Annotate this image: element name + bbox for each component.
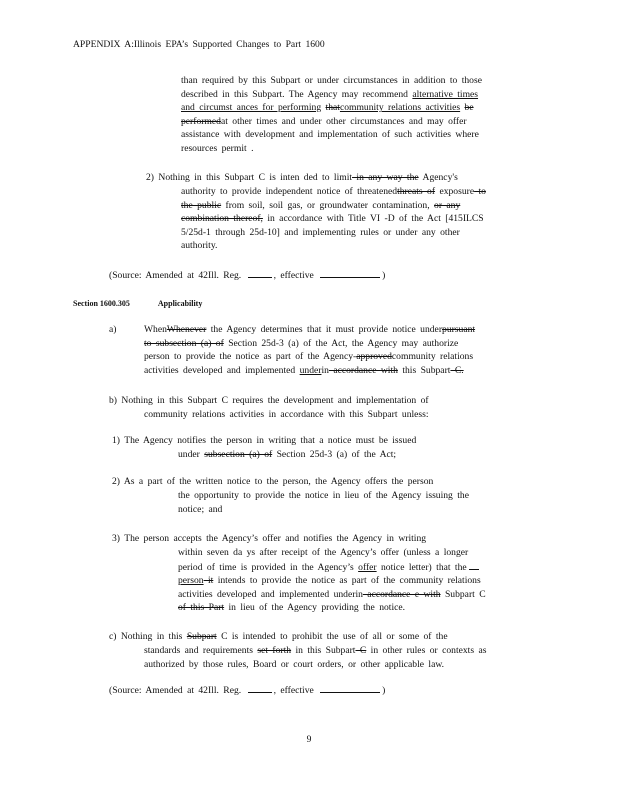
text-span: in lieu of the Agency providing the notice.: [224, 602, 406, 614]
continuation-paragraph: [181, 74, 531, 156]
text-span: Subpart C is inten ded to limit: [224, 172, 353, 183]
text-span: activities developed and implemented under: [178, 588, 356, 600]
text-line: 2) As a part of the written notice to the person, the Agency offers the person: [112, 476, 434, 487]
text-line: [144, 644, 486, 658]
text-span: Agency's: [418, 172, 458, 183]
text-line: b) Nothing in this Subpart C requires the development and implementation of: [109, 395, 429, 406]
text-span: exposure: [435, 186, 475, 197]
text-line: [178, 601, 538, 615]
header-title: APPENDIX A:Illinois EPA’s Supported Changes to Part 1600: [73, 39, 325, 50]
text-line: 1) The Agency notifies the person in writing that a notice must be issued: [112, 435, 417, 446]
item-b3-first-line: [112, 532, 426, 546]
text-span: standards and requirements: [144, 645, 253, 656]
item-b1-body: [178, 448, 396, 462]
text-line: [144, 337, 534, 351]
inserted-text: under: [299, 364, 322, 376]
close-paren: ): [382, 685, 386, 696]
text-span: 2) Nothing in this: [146, 172, 220, 183]
text-line: resources permit .: [181, 142, 254, 154]
text-span: intends to provide the notice as part of the community relations: [213, 575, 481, 587]
item-2-body: [181, 185, 541, 253]
source-note-2: [109, 683, 385, 698]
text-line: [178, 560, 538, 575]
blank-line: [248, 683, 272, 693]
text-span: authority to provide independent notice of threatened: [181, 186, 398, 197]
close-paren: ): [382, 270, 386, 281]
para-a-label: [109, 323, 116, 337]
text-span: in: [321, 364, 329, 376]
text-line: [181, 115, 531, 129]
text-span: c) Nothing in this: [109, 631, 183, 642]
text-line: notice; and: [178, 503, 223, 515]
section-label: Section 1600.305: [73, 299, 130, 308]
text-line: [144, 350, 534, 364]
text-line: [109, 268, 385, 283]
text-line: [178, 448, 396, 462]
section-title: Applicability: [157, 299, 203, 308]
blank-line: [320, 683, 380, 693]
item-2-first-line: [146, 171, 458, 185]
text-line: [178, 574, 538, 588]
inserted-text: offer: [358, 561, 377, 573]
text-line: 3) The person accepts the Agency’s offer and notifies the Agency in writing: [112, 533, 427, 544]
deleted-text: accordance e with: [362, 588, 441, 600]
text-line: than required by this Subpart or under circumstances in addition to those: [181, 75, 482, 86]
deleted-text: accordance with: [328, 364, 398, 376]
blank-line: [248, 268, 272, 278]
deleted-text: pursuant: [442, 324, 476, 335]
inserted-text: alternative times: [412, 88, 479, 100]
page-number: 9: [306, 734, 312, 745]
text-span: activities developed and implemented: [144, 364, 296, 376]
text-span: under: [178, 449, 200, 460]
text-line: assistance with development and implementation of such activities where: [181, 129, 479, 141]
para-a-body: [144, 323, 534, 377]
text-span: notice letter) that the: [376, 561, 467, 573]
deleted-text: be: [464, 102, 474, 114]
text-span: in other rules or contexts as: [366, 645, 487, 656]
para-c-body: [144, 644, 486, 671]
effective-label: , effective: [273, 270, 314, 281]
text-span: C is intended to prohibit the use of all or some of the: [216, 631, 448, 642]
para-b-second-line: [144, 408, 429, 422]
deleted-text: set forth: [257, 645, 292, 656]
deleted-text: C.: [450, 364, 464, 376]
text-line: [181, 88, 531, 102]
inserted-text: person: [178, 575, 204, 587]
para-label: a): [109, 324, 117, 335]
item-b2-first-line: [112, 475, 433, 489]
text-span: in: [355, 588, 363, 600]
inserted-text: community relations activities: [339, 102, 461, 114]
para-c-first-line: [109, 630, 448, 644]
text-line: [144, 323, 534, 337]
text-line: community relations activities in accordance with this Subpart unless:: [144, 409, 429, 420]
deleted-text: of this Part: [178, 602, 225, 614]
deleted-text: Subpart: [186, 631, 217, 642]
deleted-text: the public: [181, 199, 222, 211]
text-span: person to provide the notice as part of the Agency-: [144, 351, 357, 363]
text-line: [181, 185, 541, 199]
text-span: this Subpart: [397, 364, 451, 376]
text-span: When: [144, 324, 167, 335]
blank-line: [320, 268, 380, 278]
section-heading: [73, 297, 202, 311]
text-line: within seven da ys after receipt of the Agency’s offer (unless a longer: [178, 547, 469, 558]
deleted-text: or any: [434, 199, 461, 211]
text-span: at other times and under other circumstances and may offer: [220, 115, 467, 127]
deleted-text: performed: [181, 115, 221, 127]
text-line: authority.: [181, 240, 218, 252]
text-line: [181, 199, 541, 213]
text-line: 5/25d-1 through 25d-10] and implementing rules or under any other: [181, 226, 460, 238]
item-b2-body: [178, 489, 469, 516]
deleted-text: to: [474, 186, 486, 197]
deleted-text: that: [325, 102, 340, 114]
text-line: [146, 171, 458, 185]
text-span: the Agency determines that it must provide notice under: [206, 324, 443, 335]
deleted-text: Whenever: [166, 324, 207, 335]
deleted-text: to subsection (a) of: [144, 337, 224, 349]
text-line: [178, 588, 538, 602]
deleted-text: combination thereof,: [181, 213, 263, 225]
source-text: (Source: Amended at 42Ill. Reg.: [109, 685, 242, 696]
text-line: [109, 630, 448, 644]
text-line: [181, 101, 531, 115]
text-span: period of time is provided in the Agency’s: [178, 561, 354, 573]
item-b3-body: [178, 546, 538, 615]
effective-label: , effective: [273, 685, 314, 696]
text-span: from soil, soil gas, or groundwater contamination,: [221, 199, 430, 211]
para-b-first-line: [109, 394, 429, 408]
deleted-text: in any way the: [352, 172, 419, 183]
text-span: community relations: [391, 351, 474, 363]
item-b1-first-line: [112, 434, 416, 448]
deleted-text: it: [203, 575, 214, 587]
deleted-text: C: [355, 645, 367, 656]
text-span: in accordance with Title VI -D of the Act [415ILCS: [262, 213, 484, 225]
text-span: described in this Subpart. The Agency may recommend: [181, 88, 408, 100]
text-span: Subpart C: [440, 588, 486, 600]
deleted-text: approved: [356, 351, 392, 363]
text-line: the opportunity to provide the notice in lieu of the Agency issuing the: [178, 490, 469, 501]
text-line: [181, 212, 541, 226]
text-span: in this Subpart: [291, 645, 356, 656]
text-line: authorized by those rules, Board or court orders, or other applicable law.: [144, 658, 445, 670]
inserted-text: and circumst ances for performing: [181, 102, 322, 114]
text-span: Section 25d-3 (a) of the Act;: [272, 449, 397, 460]
text-line: [109, 683, 385, 698]
text-line: [144, 364, 534, 378]
blank-line: [469, 560, 479, 570]
page-header: [73, 38, 325, 52]
source-text: (Source: Amended at 42Ill. Reg.: [109, 270, 242, 281]
source-note-1: [109, 268, 385, 283]
text-span: Section 25d-3 (a) of the Act, the Agency may authorize: [223, 337, 459, 349]
deleted-text: subsection (a) of: [204, 449, 273, 460]
deleted-text: threats of: [397, 186, 436, 197]
